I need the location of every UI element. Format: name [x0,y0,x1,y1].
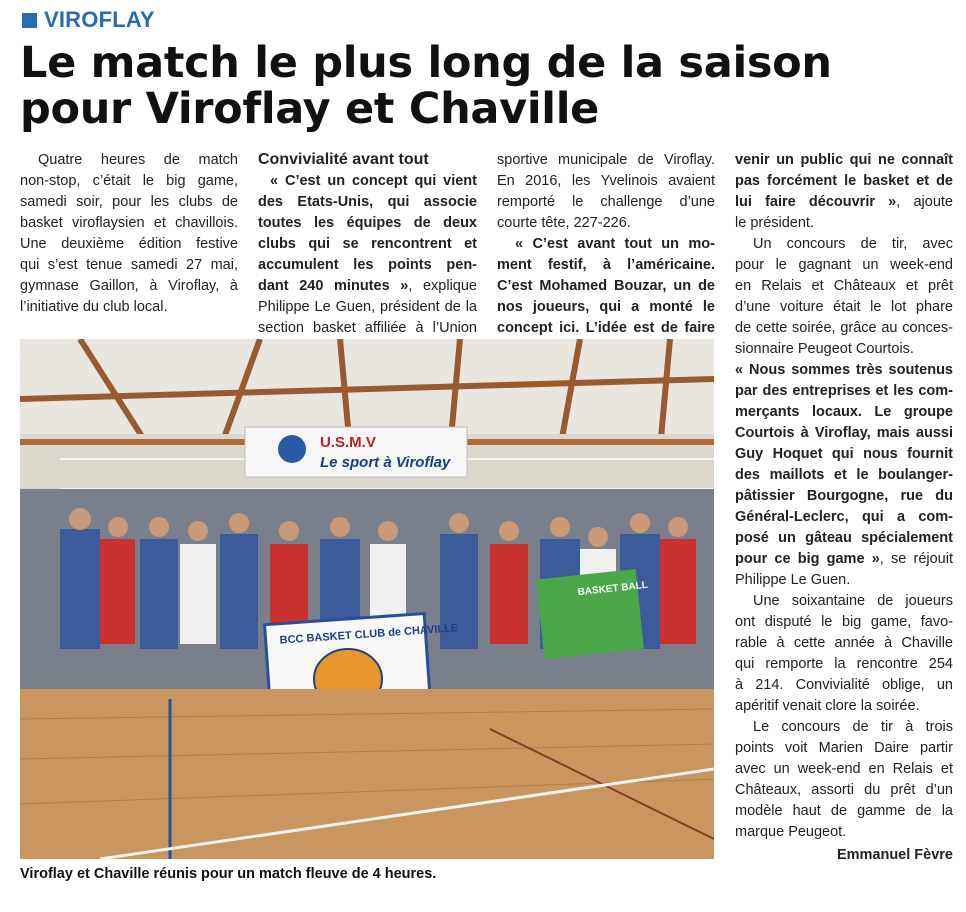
col4-line: modèle haut de gamme de la [735,803,953,819]
col4-quote-line: pâtissier Bourgogne, rue du [735,488,953,504]
col4-line: points voit Marien Daire partir [735,740,953,756]
col4-mixed-line [735,192,953,213]
col3-quote-line: concept ici. L’idée est de faire [497,320,715,336]
col1-line: basket viroflaysien et chavillois. [20,215,238,231]
col4-line: pour le gagnant un week-end [735,257,953,273]
banner-bcc-text: BCC BASKET CLUB de CHAVILLE [279,622,459,647]
column-2 [258,150,477,339]
col4-line: marque Peugeot. [735,824,847,840]
column-3 [497,150,715,339]
col1-line: Quatre heures de match [38,152,238,168]
col4-quote-line: des maillots et le boulanger- [735,467,953,483]
col1-line: qui s’est tenue samedi 27 mai, [20,257,238,273]
col3-quote-line: ment festif, à l’américaine. [497,257,715,273]
col1-line: samedi soir, pour les clubs de [20,194,238,210]
col2-quote-line: accumulent les points pen- [258,257,477,273]
section-square-icon [22,13,37,28]
col4-quote-line: par des entreprises et les com- [735,383,953,399]
col4-line: de cette soirée, grâce au conces- [735,320,953,336]
banner-green-text: BASKET BALL [577,579,649,599]
col4-text: , ajoute [896,194,953,210]
col4-quote-line: merçants locaux. Le groupe [735,404,953,420]
col2-line: section basket affiliée à l’Union [258,320,477,336]
col3-line: remporté le challenge d’une [497,194,715,210]
column-4 [735,150,953,866]
col4-line: Le concours de tir à trois [753,719,953,735]
col4-line: le président. [735,215,814,231]
col4-line: rable à cette année à Chaville [735,635,953,651]
col4-line: qui remporte la rencontre 254 [735,656,953,672]
col4-line: Un concours de tir, avec [753,236,953,252]
banner-club: U.S.M.V [320,434,376,451]
col3-quote-line: C’est Mohamed Bouzar, un de [497,278,715,294]
col4-text: , se réjouit [879,551,953,567]
col1-line: Une deuxième édition festive [20,236,238,252]
col2-quote-line: clubs qui se rencontrent et [258,236,477,252]
col4-line: d’une voiture était le lot phare [735,299,953,315]
subheading: Convivialité avant tout [258,151,429,168]
col4-line: avec un week-end en Relais et [735,761,953,777]
col4-quote-line: Guy Hoquet qui nous fournit [735,446,953,462]
col2-mixed-line: dant 240 minutes », explique [258,278,477,294]
col4-mixed-line [735,549,953,570]
col2-quote-line: « C’est un concept qui vient [270,173,477,189]
col4-quote-line: Général-Leclerc, qui a com- [735,509,953,525]
team-photo [20,339,714,859]
col4-line: en Relais et Châteaux et prêt [735,278,953,294]
headline-line-1: Le match le plus long de la saison [20,38,832,88]
col4-line: sionnaire Peugeot Courtois. [735,341,914,357]
col4-line: à 214. Convivialité oblige, un [735,677,953,693]
col4-quote-line: Courtois à Viroflay, mais aussi [735,425,953,441]
col4-quote-line: pas forcément le basket et de [735,173,953,189]
col4-line: Une soixantaine de joueurs [753,593,953,609]
col4-line: ont disputé le big game, favo- [735,614,953,630]
column-1 [20,150,238,318]
col1-line: non-stop, c’était le big game, [20,173,238,189]
col3-line: sportive municipale de Viroflay. [497,152,715,168]
col3-line: courte tête, 227-226. [497,215,631,231]
col2-quote-line: dant 240 minutes » [258,278,409,294]
col4-line: apéritif venait clore la soirée. [735,698,920,714]
photo-caption: Viroflay et Chaville réunis pour un match fleuve de 4 heures. [20,866,437,882]
col2-line: explique [422,278,477,294]
col4-quote-line: venir un public qui ne connaît [735,152,953,168]
col3-quote-line: nos joueurs, qui a monté le [497,299,715,315]
col4-quote-line: lui faire découvrir » [735,194,897,210]
author-signature: Emmanuel Fèvre [836,847,953,863]
col4-line: Philippe Le Guen. [735,572,851,588]
headline [20,40,950,132]
banner-slogan: Le sport à Viroflay [320,454,451,471]
col2-quote-line: toutes les équipes de deux [258,215,477,231]
col1-line: l’initiative du club local. [20,299,168,315]
col3-line: En 2016, les Yvelinois avaient [497,173,715,189]
col2-quote-line: des Etats-Unis, qui associe [258,194,477,210]
col4-line: Châteaux, assorti du prêt d’un [735,782,953,798]
col2-line: Philippe Le Guen, président de la [258,299,477,315]
headline-line-2: pour Viroflay et Chaville [20,84,600,134]
section-label: VIROFLAY [44,7,155,32]
col3-quote-line: « C’est avant tout un mo- [515,236,715,252]
col4-quote-line: pour ce big game » [735,551,880,567]
col4-quote-line: « Nous sommes très soutenus [735,362,953,378]
team-photo-illustration [20,339,714,859]
col1-line: gymnase Gaillon, à Viroflay, à [20,278,238,294]
col4-quote-line: posé un gâteau spécialement [735,530,953,546]
section-kicker [22,7,155,33]
